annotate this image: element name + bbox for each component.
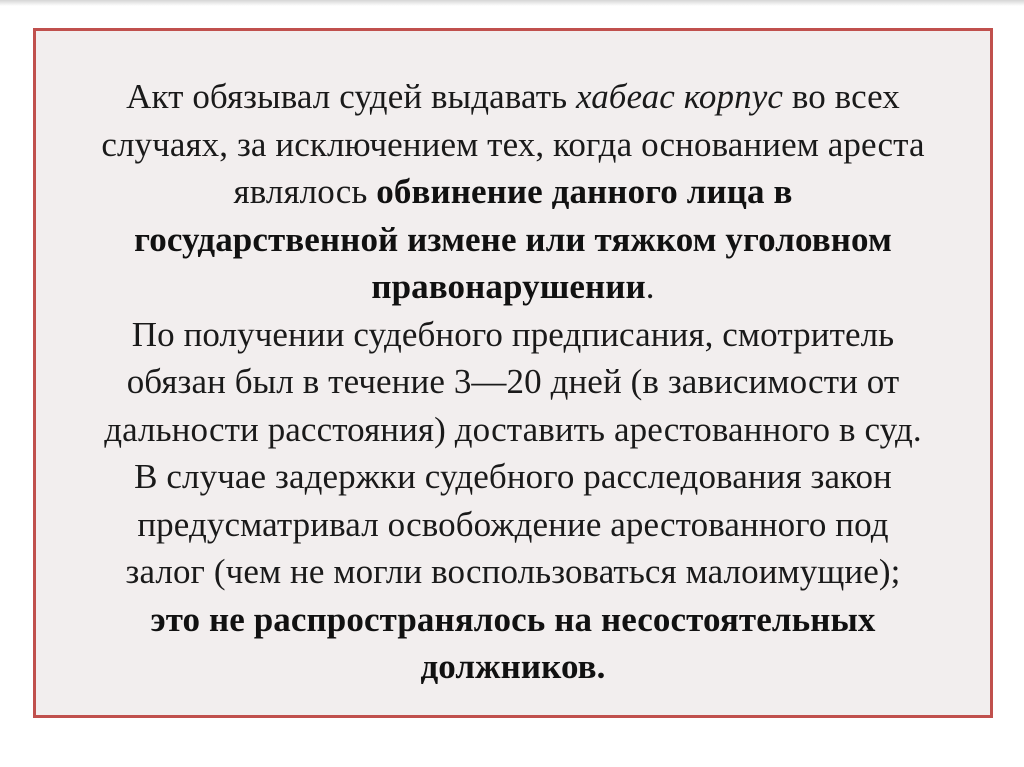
line-3-bold: обвинение данного лица в <box>376 172 793 211</box>
line-1-tail: во всех <box>782 77 900 116</box>
text-line-11: залог (чем не могли воспользоваться малоимущие); <box>125 552 901 591</box>
text-line-10: предусматривал освобождение арестованного под <box>137 504 889 544</box>
text-line-2: случаях, за исключением тех, когда основанием ареста <box>101 124 925 164</box>
line-5-bold: правонарушении <box>371 267 646 306</box>
text-line-8: дальности расстояния) доставить арестованного в суд. <box>104 409 922 449</box>
line-5-period: . <box>645 267 655 306</box>
line-1-text: Акт обязывал судей выдавать <box>126 77 577 116</box>
line-3-text: являлось <box>233 172 377 211</box>
text-line-9: В случае задержки судебного расследования закон <box>134 457 892 496</box>
line-4-bold: государственной измене или тяжком уголовном <box>134 219 892 259</box>
top-shadow <box>0 0 1024 6</box>
slide-body-text <box>46 73 980 691</box>
habeas-corpus-term: хабеас корпус <box>576 77 783 116</box>
text-line-5 <box>46 263 980 311</box>
text-line-4 <box>46 216 980 264</box>
text-line-3 <box>46 168 980 216</box>
line-12-bold: это не распространялось на несостоятельных <box>150 599 876 639</box>
text-line-7: обязан был в течение 3—20 дней (в зависимости от <box>126 362 900 401</box>
text-line-6: По получении судебного предписания, смотритель <box>131 314 895 354</box>
line-13-bold: должников. <box>420 647 606 686</box>
text-line-12 <box>46 596 980 644</box>
text-line-13 <box>46 643 980 691</box>
slide-frame <box>33 28 993 718</box>
text-line-1 <box>46 73 980 121</box>
